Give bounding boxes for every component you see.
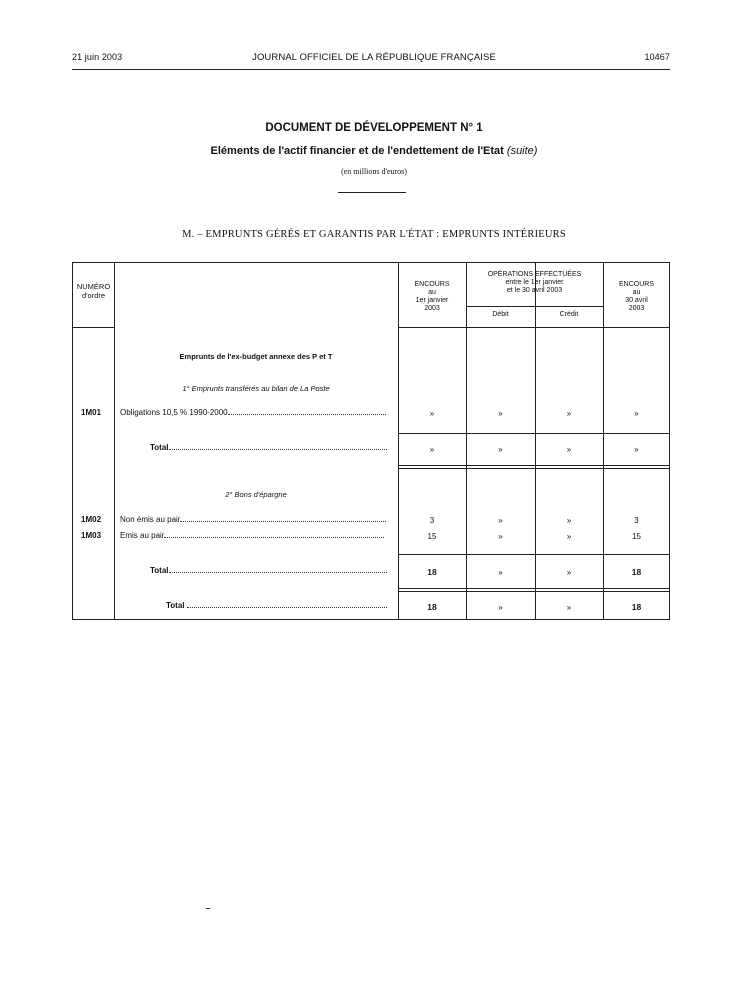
total-label: Total [150, 566, 387, 575]
subsection-title: 2° Bons d'épargne [225, 490, 287, 499]
col-divider [603, 263, 604, 619]
cell-value: » [634, 445, 639, 454]
cell-value: » [498, 532, 503, 541]
subtitle-main: Eléments de l'actif financier et de l'endettement de l'Etat [210, 145, 504, 157]
cell-value: » [566, 532, 572, 541]
header-date: 21 juin 2003 [72, 52, 123, 62]
total-label: Total [150, 443, 387, 452]
col-divider [114, 263, 115, 619]
data-table [72, 262, 670, 620]
row-label: Non émis au pair [120, 515, 386, 524]
cell-value: 15 [427, 532, 437, 541]
cell-value: 15 [632, 532, 641, 541]
subsection-title: 1° Emprunts transférés au bilan de La Poste [182, 384, 330, 393]
header-divider [72, 69, 670, 70]
header-rule [398, 327, 670, 328]
document-subtitle [0, 145, 748, 157]
subtitle-suffix: (suite) [506, 145, 538, 157]
cell-value: » [566, 568, 572, 577]
cell-value: » [566, 516, 572, 525]
cell-value: » [498, 409, 503, 418]
col-credit-header: Crédit [559, 311, 579, 318]
row-rule [398, 468, 670, 469]
cell-value: » [429, 409, 435, 418]
col-numero-header: NUMÉRO d'ordre [76, 282, 111, 300]
section-title: M. – EMPRUNTS GÉRÉS ET GARANTIS PAR L'ÉTAT : EMPRUNTS INTÉRIEURS [182, 229, 566, 240]
grand-total-label: Total [166, 601, 387, 610]
cell-value: » [566, 445, 572, 454]
header-rule-numero [73, 327, 114, 328]
col-divider [398, 263, 399, 619]
cell-value: 18 [631, 602, 642, 612]
cell-value: 18 [427, 602, 437, 612]
col-debit-header: Débit [492, 311, 509, 318]
cell-value: » [566, 409, 572, 418]
ops-header-rule [466, 306, 603, 307]
page-mark [206, 908, 210, 909]
header-page-number: 10467 [644, 52, 670, 62]
cell-value: » [498, 445, 503, 454]
row-code: 1M02 [81, 515, 102, 524]
header-journal-title: JOURNAL OFFICIEL DE LA RÉPUBLIQUE FRANÇAISE [252, 52, 496, 63]
row-rule [398, 433, 670, 434]
cell-value: » [498, 516, 503, 525]
cell-value: » [634, 409, 639, 418]
document-title: DOCUMENT DE DÉVELOPPEMENT N° 1 [265, 122, 483, 134]
cell-value: » [566, 603, 572, 612]
row-rule [398, 465, 670, 466]
row-rule [398, 554, 670, 555]
row-code: 1M01 [81, 408, 102, 417]
row-rule [398, 591, 670, 592]
row-label: Obligations 10,5 % 1990-2000 [120, 408, 386, 417]
cell-value: » [498, 603, 503, 612]
cell-value: 18 [427, 567, 437, 577]
col-operations-header: OPÉRATIONS EFFECTUÉES entre le 1er janvier et le 30 avril 2003 [487, 271, 582, 295]
cell-value: » [498, 568, 503, 577]
cell-value: 18 [631, 567, 642, 577]
cell-value: 3 [634, 516, 639, 525]
unit-note: (en millions d'euros) [341, 167, 407, 176]
row-rule [398, 588, 670, 589]
cell-value: 3 [429, 516, 435, 525]
col-encours-start-header: ENCOURS au 1er janvier 2003 [414, 281, 450, 313]
row-code: 1M03 [81, 531, 102, 540]
col-encours-end-header: ENCOURS au 30 avril 2003 [618, 281, 654, 313]
cell-value: » [429, 445, 435, 454]
title-divider [338, 192, 406, 193]
row-label: Emis au pair [120, 531, 384, 540]
group-title: Emprunts de l'ex-budget annexe des P et T [179, 352, 333, 361]
